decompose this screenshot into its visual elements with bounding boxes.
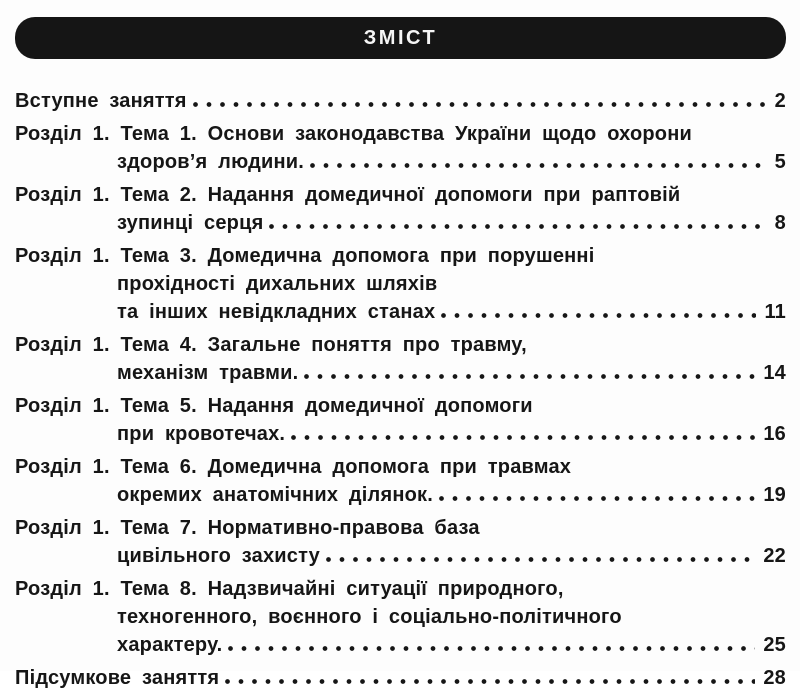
toc-entry-row	[15, 631, 786, 659]
dot-leader	[228, 646, 755, 651]
dot-leader	[225, 679, 755, 684]
toc-entry-title-line: Розділ 1. Тема 6. Домедична допомога при травмах	[15, 456, 572, 478]
toc-entry-row	[15, 420, 786, 448]
page-title: ЗМІСТ	[363, 26, 438, 49]
toc-entry-title-line: Розділ 1. Тема 1. Основи законодавства України щодо охорони	[15, 123, 692, 145]
toc-entry-title-line: прохідності дихальних шляхів	[117, 273, 438, 295]
page-number: 2	[774, 90, 786, 112]
toc-entry-title-line: характеру.	[117, 634, 223, 656]
page-number: 22	[763, 545, 786, 567]
toc-entry	[15, 120, 786, 176]
page-number: 5	[774, 151, 786, 173]
toc-entry	[15, 331, 786, 387]
toc-entry-row	[15, 664, 786, 692]
dot-leader	[193, 102, 767, 107]
toc-entry	[15, 664, 786, 692]
dot-leader	[291, 435, 755, 440]
toc-entry-title-line: та інших невідкладних станах	[117, 301, 436, 323]
contents-header-bar	[15, 17, 786, 59]
toc-entry	[15, 242, 786, 326]
toc-entry-row	[15, 481, 786, 509]
toc-entry-title-line: Розділ 1. Тема 7. Нормативно-правова база	[15, 517, 480, 539]
toc-entry-title-line: Розділ 1. Тема 8. Надзвичайні ситуації природного,	[15, 578, 564, 600]
toc-entry-title-line: цивільного захисту	[117, 545, 320, 567]
toc-entry-title-line: окремих анатомічних ділянок.	[117, 484, 433, 506]
toc-entry-row	[15, 359, 786, 387]
page-number: 11	[764, 301, 786, 323]
toc-entry-title-line: Вступне заняття	[15, 90, 187, 112]
toc-entry	[15, 181, 786, 237]
toc-entry-title-line: Розділ 1. Тема 5. Надання домедичної допомоги	[15, 395, 533, 417]
page-number: 28	[763, 667, 786, 689]
toc-entry	[15, 453, 786, 509]
toc-entry-title-line: Підсумкове заняття	[15, 667, 220, 689]
toc-entry-title-line: техногенного, воєнного і соціально-політичного	[117, 606, 622, 628]
toc-entry	[15, 392, 786, 448]
toc-entry-title-line: Розділ 1. Тема 4. Загальне поняття про травму,	[15, 334, 527, 356]
dot-leader	[326, 557, 755, 562]
dot-leader	[441, 313, 756, 318]
toc-entry-row	[15, 87, 786, 115]
page-number: 25	[763, 634, 786, 656]
dot-leader	[269, 224, 766, 229]
page-number: 8	[774, 212, 786, 234]
toc-entry-title-line: здоров’я людини.	[117, 151, 305, 173]
dot-leader	[439, 496, 755, 501]
dot-leader	[310, 163, 767, 168]
toc-entry-title-line: Розділ 1. Тема 2. Надання домедичної допомоги при раптовій	[15, 184, 681, 206]
toc-entry-title-line: механізм травми.	[117, 362, 299, 384]
toc-entry-row	[15, 542, 786, 570]
toc-entry-title-line: зупинці серця	[117, 212, 264, 234]
toc-entry-title-line: Розділ 1. Тема 3. Домедична допомога при порушенні	[15, 245, 595, 267]
toc-entry-title-line: при кровотечах.	[117, 423, 286, 445]
page-number: 14	[763, 362, 786, 384]
toc-entry	[15, 87, 786, 115]
toc-entry	[15, 514, 786, 570]
page-number: 16	[763, 423, 786, 445]
toc-entry-row	[15, 209, 786, 237]
toc-entry	[15, 575, 786, 659]
table-of-contents	[15, 87, 786, 692]
dot-leader	[304, 374, 755, 379]
toc-entry-row	[15, 148, 786, 176]
page-number: 19	[763, 484, 786, 506]
toc-entry-row	[15, 298, 786, 326]
